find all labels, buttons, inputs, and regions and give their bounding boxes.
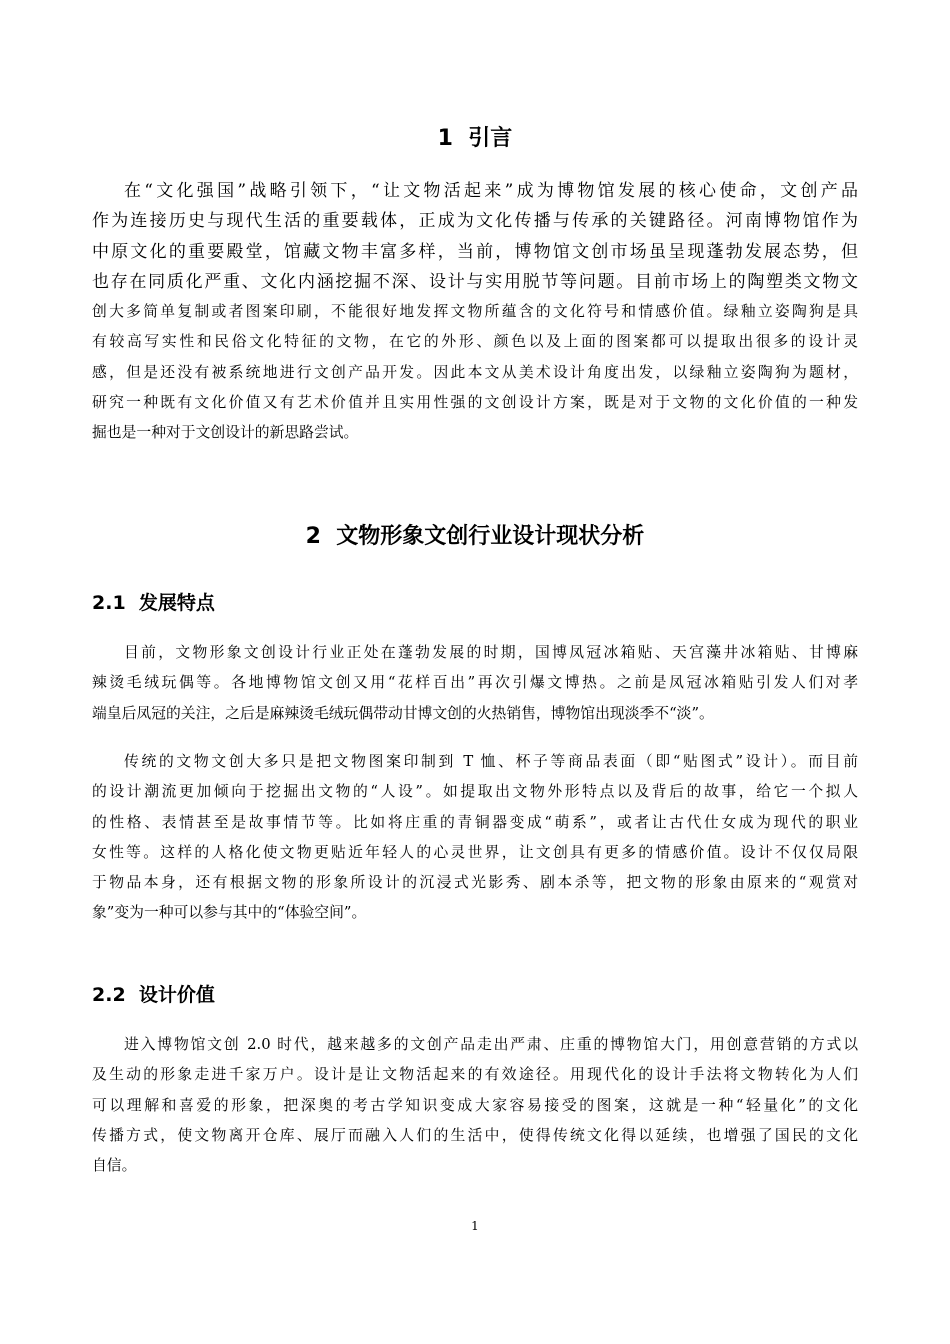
text-line: 传统的文物文创大多只是把文物图案印制到 T 恤、杯子等商品表面（即“贴图式”设计）。而目前 <box>124 753 858 770</box>
section-2-1-heading: 2.1 发展特点 <box>92 592 215 614</box>
text-line: 女性等。这样的人格化使文物更贴近年轻人的心灵世界，让文创具有更多的情感价值。设计不仅仅局限 <box>92 843 858 861</box>
section-2-2-paragraph-1 <box>92 1030 858 1181</box>
text-line: 辣烫毛绒玩偶等。各地博物馆文创又用“花样百出”再次引爆文博热。之前是凤冠冰箱贴引发人们对孝 <box>92 674 858 692</box>
text-line: 端皇后凤冠的关注，之后是麻辣烫毛绒玩偶带动甘博文创的火热销售，博物馆出现淡季不“淡”。 <box>92 704 714 722</box>
text-line: 也存在同质化严重、文化内涵挖掘不深、设计与实用脱节等问题。目前市场上的陶塑类文物文 <box>92 271 858 292</box>
text-line: 掘也是一种对于文创设计的新思路尝试。 <box>92 424 359 442</box>
text-line: 作为连接历史与现代生活的重要载体，正成为文化传播与传承的关键路径。河南博物馆作为 <box>92 211 858 232</box>
text-line: 研究一种既有文化价值又有艺术价值并且实用性强的文创设计方案，既是对于文物的文化价值的一种发 <box>92 394 858 412</box>
text-line: 感，但是还没有被系统地进行文创产品开发。因此本文从美术设计角度出发，以绿釉立姿陶狗为题材， <box>92 363 858 381</box>
intro-paragraph <box>92 176 858 449</box>
section-2-2-heading: 2.2 设计价值 <box>92 984 215 1006</box>
text-line: 中原文化的重要殿堂，馆藏文物丰富多样，当前，博物馆文创市场虽呈现蓬勃发展态势，但 <box>92 241 858 262</box>
text-line: 传播方式，使文物离开仓库、展厅而融入人们的生活中，使得传统文化得以延续，也增强了国民的文化 <box>92 1126 858 1144</box>
section-1-heading: 1 引言 <box>437 126 513 151</box>
text-line: 进入博物馆文创 2.0 时代，越来越多的文创产品走出严肃、庄重的博物馆大门，用创意营销的方式以 <box>124 1036 858 1053</box>
section-2-1-paragraph-2 <box>92 747 858 929</box>
section-2-heading: 2 文物形象文创行业设计现状分析 <box>305 524 645 549</box>
text-line: 目前，文物形象文创设计行业正处在蓬勃发展的时期，国博凤冠冰箱贴、天宫藻井冰箱贴、甘博麻 <box>124 644 858 661</box>
text-line: 在“文化强国”战略引领下，“让文物活起来”成为博物馆发展的核心使命，文创产品 <box>124 181 858 201</box>
text-line: 可以理解和喜爱的形象，把深奥的考古学知识变成大家容易接受的图案，这就是一种“轻量化”的文化 <box>92 1096 858 1114</box>
text-line: 自信。 <box>92 1157 137 1175</box>
page-number: 1 <box>471 1219 479 1233</box>
text-line: 有较高写实性和民俗文化特征的文物，在它的外形、颜色以及上面的图案都可以提取出很多的设计灵 <box>92 333 858 351</box>
text-line: 象”变为一种可以参与其中的“体验空间”。 <box>92 904 367 922</box>
text-line: 及生动的形象走进千家万户。设计是让文物活起来的有效途径。用现代化的设计手法将文物转化为人们 <box>92 1066 858 1084</box>
text-line: 于物品本身，还有根据文物的形象所设计的沉浸式光影秀、剧本杀等，把文物的形象由原来的“观赏对 <box>92 874 858 892</box>
text-line: 的设计潮流更加倾向于挖掘出文物的“人设”。如提取出文物外形特点以及背后的故事，给它一个拟人 <box>92 783 858 801</box>
section-2-1-paragraph-1 <box>92 638 858 729</box>
text-line: 创大多简单复制或者图案印刷，不能很好地发挥文物所蕴含的文化符号和情感价值。绿釉立姿陶狗是具 <box>92 303 858 321</box>
text-line: 的性格、表情甚至是故事情节等。比如将庄重的青铜器变成“萌系”，或者让古代仕女成为现代的职业 <box>92 813 858 831</box>
